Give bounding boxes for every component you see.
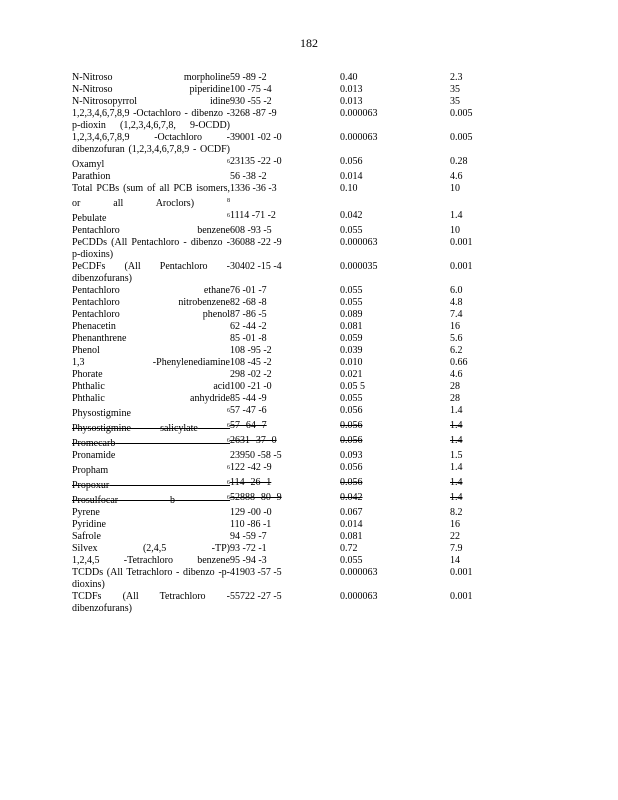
nonwastewater-standard: 1.5 [450, 450, 463, 461]
cas-number: 94 -59 -7 [230, 531, 267, 542]
cas-number: 41903 -57 -5 [230, 567, 282, 578]
wastewater-standard: 0.059 [340, 333, 363, 344]
footnote-marker: 6 [227, 480, 230, 486]
footnote-marker: 6 [227, 213, 230, 219]
cas-number: 87 -86 -5 [230, 309, 267, 320]
footnote-marker: 6 [227, 438, 230, 444]
wastewater-standard: 0.042 [340, 492, 363, 503]
chemical-name: 1,2,3,4,6,7,8,9 -Octachloro - dibenzofuran (1,2,3,4,6,7,8,9 - OCDF) [72, 132, 230, 155]
wastewater-standard: 0.000063 [340, 567, 378, 578]
chemical-name: Total PCBs (sum of all PCB isomers, or all Aroclors) $^8$ [72, 183, 230, 209]
chemical-name: Silvex (2,4,5 -TP) [72, 543, 230, 554]
cas-number: 129 -00 -0 [230, 507, 272, 518]
cas-number: 30402 -15 -4 [230, 261, 282, 272]
nonwastewater-standard: 6.0 [450, 285, 463, 296]
table-row [72, 450, 512, 462]
chemical-name: Physostigmine $^6$ [72, 408, 230, 419]
wastewater-standard: 0.056 [340, 420, 363, 431]
wastewater-standard: 0.013 [340, 96, 363, 107]
chemical-name: Phthalic anhydride [72, 393, 230, 404]
nonwastewater-standard: 7.4 [450, 309, 463, 320]
nonwastewater-standard: 0.005 [450, 132, 473, 143]
cas-number: 85 -01 -8 [230, 333, 267, 344]
nonwastewater-standard: 5.6 [450, 333, 463, 344]
nonwastewater-standard: 4.6 [450, 369, 463, 380]
chemical-name: N-Nitroso morpholine [72, 72, 230, 83]
table-row [72, 405, 512, 420]
cas-number: 100 -21 -0 [230, 381, 272, 392]
cas-number: 57 -47 -6 [230, 405, 267, 416]
wastewater-standard: 0.055 [340, 285, 363, 296]
table-row [72, 72, 512, 84]
table-row [72, 492, 512, 507]
wastewater-standard: 0.081 [340, 321, 363, 332]
cas-number: 39001 -02 -0 [230, 132, 282, 143]
nonwastewater-standard: 1.4 [450, 405, 463, 416]
footnote-marker: 6 [227, 495, 230, 501]
table-row [72, 591, 512, 615]
nonwastewater-standard: 14 [450, 555, 460, 566]
footnote-marker: 6 [227, 408, 230, 414]
wastewater-standard: 0.081 [340, 531, 363, 542]
table-row [72, 333, 512, 345]
cas-number: 3268 -87 -9 [230, 108, 277, 119]
nonwastewater-standard: 1.4 [450, 492, 463, 503]
chemical-name: Prosulfocar b $^6$ [72, 495, 230, 506]
table-row [72, 210, 512, 225]
table-row [72, 171, 512, 183]
chemical-name: Propham $^6$ [72, 465, 230, 476]
chemical-name: TCDFs (All Tetrachloro - dibenzofurans) [72, 591, 230, 614]
chemical-name: 1,2,4,5 -Tetrachloro benzene [72, 555, 230, 566]
nonwastewater-standard: 4.8 [450, 297, 463, 308]
chemical-name: Oxamyl $^6$ [72, 159, 230, 170]
cas-number: 930 -55 -2 [230, 96, 272, 107]
table-row [72, 345, 512, 357]
page-number: 182 [300, 36, 318, 50]
nonwastewater-standard: 10 [450, 225, 460, 236]
cas-number: 1336 -36 -3 [230, 183, 277, 194]
table-row [72, 435, 512, 450]
cas-number: 55722 -27 -5 [230, 591, 282, 602]
cas-number: 23135 -22 -0 [230, 156, 282, 167]
chemical-name: Pebulate $^6$ [72, 213, 230, 224]
chemical-name: Phthalic acid [72, 381, 230, 392]
table-row [72, 297, 512, 309]
table-row [72, 183, 512, 210]
nonwastewater-standard: 0.66 [450, 357, 468, 368]
cas-number: 608 -93 -5 [230, 225, 272, 236]
table-row [72, 96, 512, 108]
footnote-marker: 6 [227, 159, 230, 165]
nonwastewater-standard: 1.4 [450, 462, 463, 473]
table-row [72, 321, 512, 333]
chemical-name: 1,2,3,4,6,7,8,9 -Octachloro - dibenzo -p-dioxin (1,2,3,4,6,7,8, 9-OCDD) [72, 108, 230, 131]
chemical-name: PeCDDs (All Pentachloro - dibenzo -p-dioxins) [72, 237, 230, 260]
wastewater-standard: 0.055 [340, 225, 363, 236]
table-row [72, 420, 512, 435]
cas-number: 100 -75 -4 [230, 84, 272, 95]
chemical-name: Phorate [72, 369, 103, 380]
wastewater-standard: 0.056 [340, 156, 363, 167]
chemical-name: Phenanthrene [72, 333, 127, 344]
cas-number: 108 -45 -2 [230, 357, 272, 368]
nonwastewater-standard: 2.3 [450, 72, 463, 83]
chemical-name: N-Nitrosopyrrol idine [72, 96, 230, 107]
footnote-marker: 8 [227, 198, 230, 204]
nonwastewater-standard: 28 [450, 393, 460, 404]
wastewater-standard: 0.000063 [340, 132, 378, 143]
table-row [72, 357, 512, 369]
table-row [72, 507, 512, 519]
wastewater-standard: 0.056 [340, 405, 363, 416]
cas-number: 36088 -22 -9 [230, 237, 282, 248]
cas-number: 76 -01 -7 [230, 285, 267, 296]
table-row [72, 531, 512, 543]
cas-number: 114 -26 -1 [230, 477, 272, 488]
wastewater-standard: 0.000063 [340, 237, 378, 248]
wastewater-standard: 0.000063 [340, 108, 378, 119]
cas-number: 57 -64 -7 [230, 420, 267, 431]
cas-number: 298 -02 -2 [230, 369, 272, 380]
chemical-name: Safrole [72, 531, 101, 542]
nonwastewater-standard: 1.4 [450, 210, 463, 221]
table-row [72, 285, 512, 297]
cas-number: 95 -94 -3 [230, 555, 267, 566]
nonwastewater-standard: 6.2 [450, 345, 463, 356]
wastewater-standard: 0.089 [340, 309, 363, 320]
chemical-name: Pyridine [72, 519, 106, 530]
nonwastewater-standard: 10 [450, 183, 460, 194]
chemical-name: Phenol [72, 345, 100, 356]
cas-number: 82 -68 -8 [230, 297, 267, 308]
wastewater-standard: 0.40 [340, 72, 358, 83]
cas-number: 110 -86 -1 [230, 519, 272, 530]
wastewater-standard: 0.05 5 [340, 381, 365, 392]
table-row [72, 555, 512, 567]
cas-number: 2631 -37 -0 [230, 435, 277, 446]
wastewater-standard: 0.056 [340, 435, 363, 446]
chemical-name: Phenacetin [72, 321, 116, 332]
cas-number: 122 -42 -9 [230, 462, 272, 473]
wastewater-standard: 0.014 [340, 519, 363, 530]
chemical-name: Physostigmine salicylate $^6$ [72, 423, 230, 434]
table-row [72, 462, 512, 477]
table-row [72, 225, 512, 237]
footnote-marker: 6 [227, 423, 230, 429]
wastewater-standard: 0.021 [340, 369, 363, 380]
nonwastewater-standard: 0.001 [450, 591, 473, 602]
table-row [72, 369, 512, 381]
table-row [72, 477, 512, 492]
chemical-name: Promecarb $^6$ [72, 438, 230, 449]
nonwastewater-standard: 1.4 [450, 420, 463, 431]
table-row [72, 519, 512, 531]
wastewater-standard: 0.055 [340, 297, 363, 308]
nonwastewater-standard: 1.4 [450, 477, 463, 488]
chemical-name: Parathion [72, 171, 111, 182]
cas-number: 62 -44 -2 [230, 321, 267, 332]
chemical-name: Pentachloro nitrobenzene [72, 297, 230, 308]
table-row [72, 132, 512, 156]
cas-number: 52888 -80 -9 [230, 492, 282, 503]
wastewater-standard: 0.093 [340, 450, 363, 461]
cas-number: 85 -44 -9 [230, 393, 267, 404]
chemical-name: Pentachloro phenol [72, 309, 230, 320]
footnote-marker: 6 [227, 465, 230, 471]
table-row [72, 381, 512, 393]
nonwastewater-standard: 0.005 [450, 108, 473, 119]
nonwastewater-standard: 1.4 [450, 435, 463, 446]
nonwastewater-standard: 28 [450, 381, 460, 392]
wastewater-standard: 0.067 [340, 507, 363, 518]
wastewater-standard: 0.055 [340, 393, 363, 404]
chemical-name: Pyrene [72, 507, 100, 518]
table-row [72, 156, 512, 171]
nonwastewater-standard: 0.28 [450, 156, 468, 167]
table-row [72, 393, 512, 405]
nonwastewater-standard: 35 [450, 84, 460, 95]
nonwastewater-standard: 0.001 [450, 237, 473, 248]
table-row [72, 261, 512, 285]
chemical-name: Propoxur $^6$ [72, 480, 230, 491]
cas-number: 23950 -58 -5 [230, 450, 282, 461]
chemical-name: N-Nitroso piperidine [72, 84, 230, 95]
chemical-name: TCDDs (All Tetrachloro - dibenzo -p-dioxins) [72, 567, 230, 590]
cas-number: 108 -95 -2 [230, 345, 272, 356]
chemical-name: PeCDFs (All Pentachloro - dibenzofurans) [72, 261, 230, 284]
table-row [72, 543, 512, 555]
cas-number: 93 -72 -1 [230, 543, 267, 554]
chemical-name: Pentachloro ethane [72, 285, 230, 296]
nonwastewater-standard: 16 [450, 321, 460, 332]
table-row [72, 567, 512, 591]
nonwastewater-standard: 16 [450, 519, 460, 530]
wastewater-standard: 0.056 [340, 462, 363, 473]
cas-number: 59 -89 -2 [230, 72, 267, 83]
table-row [72, 108, 512, 132]
nonwastewater-standard: 8.2 [450, 507, 463, 518]
chemical-name: Pentachloro benzene [72, 225, 230, 236]
nonwastewater-standard: 0.001 [450, 567, 473, 578]
nonwastewater-standard: 22 [450, 531, 460, 542]
wastewater-standard: 0.72 [340, 543, 358, 554]
nonwastewater-standard: 4.6 [450, 171, 463, 182]
nonwastewater-standard: 7.9 [450, 543, 463, 554]
chemical-table [72, 72, 512, 615]
chemical-name: Pronamide [72, 450, 116, 461]
wastewater-standard: 0.055 [340, 555, 363, 566]
cas-number: 1114 -71 -2 [230, 210, 276, 221]
wastewater-standard: 0.010 [340, 357, 363, 368]
wastewater-standard: 0.014 [340, 171, 363, 182]
cas-number: 56 -38 -2 [230, 171, 267, 182]
wastewater-standard: 0.039 [340, 345, 363, 356]
chemical-name: 1,3 -Phenylenediamine [72, 357, 230, 368]
nonwastewater-standard: 35 [450, 96, 460, 107]
nonwastewater-standard: 0.001 [450, 261, 473, 272]
wastewater-standard: 0.056 [340, 477, 363, 488]
wastewater-standard: 0.013 [340, 84, 363, 95]
wastewater-standard: 0.000063 [340, 591, 378, 602]
table-row [72, 237, 512, 261]
wastewater-standard: 0.000035 [340, 261, 378, 272]
table-row [72, 84, 512, 96]
wastewater-standard: 0.042 [340, 210, 363, 221]
wastewater-standard: 0.10 [340, 183, 358, 194]
table-row [72, 309, 512, 321]
